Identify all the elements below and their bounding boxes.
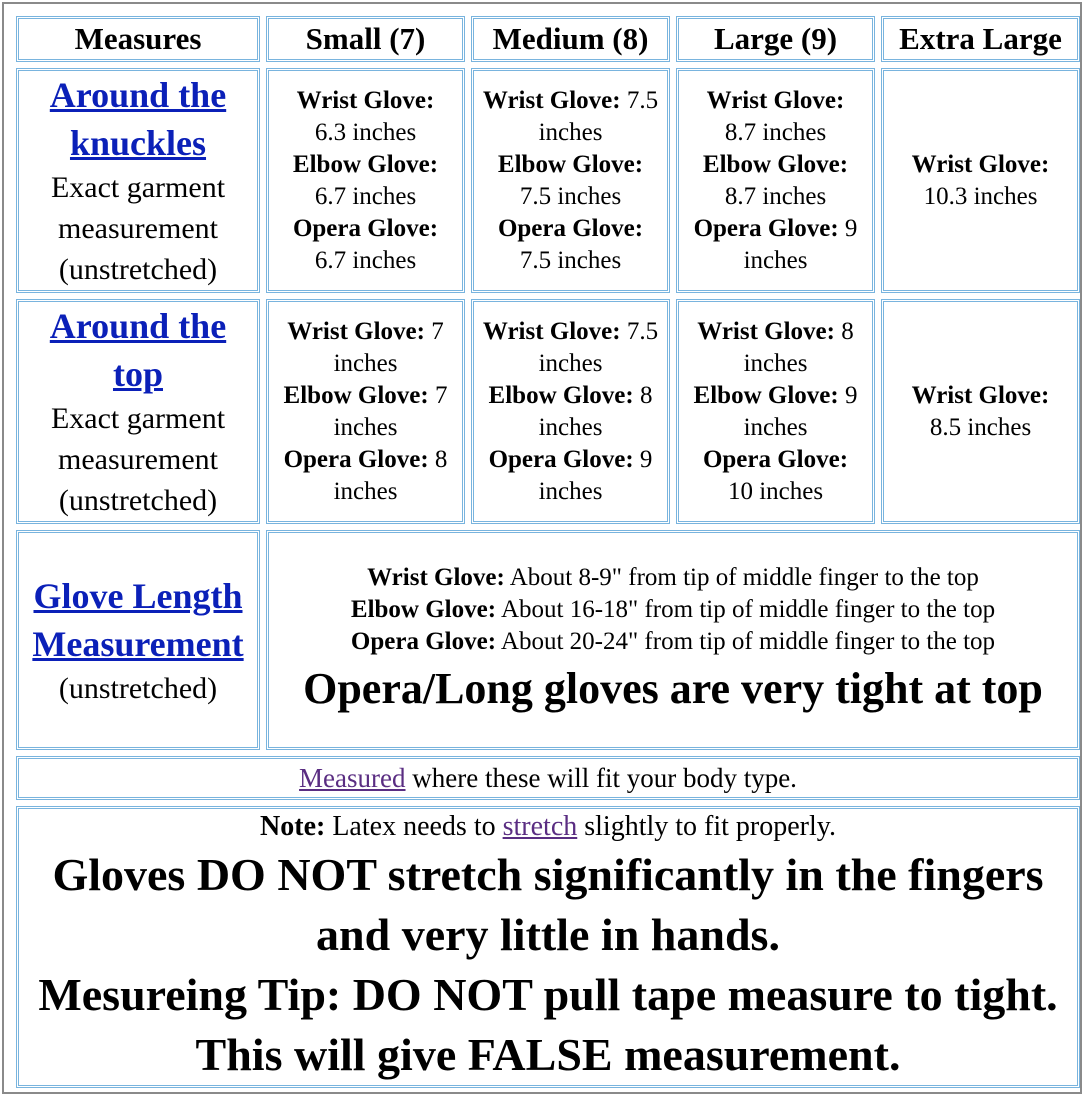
header-row (16, 16, 1080, 62)
elbow-value: 6.7 inches (314, 182, 417, 210)
wrist-unit: inches (333, 349, 398, 377)
desc-line: (unstretched) (58, 484, 218, 517)
wrist-value: 6.3 inches (314, 118, 417, 146)
wrist-value: 8 (841, 317, 854, 345)
link-line[interactable]: top (112, 354, 163, 394)
glove-size-table (10, 10, 1086, 1094)
knuckles-large-cell (676, 68, 875, 293)
measuring-tip: Mesureing Tip: DO NOT pull tape measure to tight. This will give FALSE measurement. (38, 969, 1058, 1080)
wrist-unit: inches (743, 349, 808, 377)
elbow-unit: inches (743, 413, 808, 441)
header-measures: Measures (16, 16, 260, 62)
wrist-label: Wrist Glove: (482, 86, 621, 114)
stretch-warning: Gloves DO NOT stretch significantly in the fingers and very little in hands. (52, 849, 1044, 960)
opera-tight-warning: Opera/Long gloves are very tight at top (303, 663, 1043, 713)
note-text-after: slightly to fit properly. (584, 811, 836, 842)
elbow-length-text: About 16-18" from tip of middle finger to the top (500, 595, 996, 623)
link-line[interactable]: Around the (49, 75, 227, 115)
size-chart-frame (2, 2, 1082, 1094)
measured-link[interactable]: Measured (299, 762, 406, 793)
elbow-label: Elbow Glove: (497, 150, 644, 178)
measure-description (21, 167, 255, 290)
elbow-label: Elbow Glove: (702, 150, 849, 178)
opera-length-text: About 20-24" from tip of middle finger to the top (500, 627, 996, 655)
knuckles-medium-cell (471, 68, 670, 293)
note-line (21, 809, 1075, 845)
wrist-value: 7 (431, 317, 444, 345)
opera-label: Opera Glove: (488, 445, 634, 473)
knuckles-xlarge-cell (881, 68, 1080, 293)
knuckles-small-cell (266, 68, 465, 293)
wrist-value: 10.3 inches (923, 182, 1038, 210)
wrist-unit: inches (538, 349, 603, 377)
link-line[interactable]: Glove Length (33, 575, 243, 616)
elbow-label: Elbow Glove: (488, 381, 634, 409)
top-large-cell (676, 299, 875, 524)
opera-value: 9 (639, 445, 653, 473)
opera-value: 6.7 inches (314, 246, 417, 274)
top-small-cell (266, 299, 465, 524)
elbow-label: Elbow Glove: (350, 595, 497, 623)
opera-label: Opera Glove: (497, 214, 644, 242)
link-line[interactable]: Measurement (32, 623, 244, 664)
elbow-value: 9 (844, 381, 858, 409)
elbow-label: Elbow Glove: (283, 381, 429, 409)
around-top-link[interactable] (50, 306, 226, 394)
top-medium-cell (471, 299, 670, 524)
measured-cell (16, 756, 1080, 800)
opera-value: 10 inches (727, 477, 824, 505)
opera-value: 7.5 inches (519, 246, 622, 274)
row-measured (16, 756, 1080, 800)
measure-cell-knuckles (16, 68, 260, 293)
desc-line: (unstretched) (58, 253, 218, 286)
opera-unit: inches (743, 246, 808, 274)
wrist-value: 7.5 (626, 317, 659, 345)
elbow-value: 7 (434, 381, 448, 409)
length-lines (271, 562, 1075, 658)
measure-description (21, 398, 255, 521)
top-xlarge-cell (881, 299, 1080, 524)
measure-description: (unstretched) (58, 671, 218, 705)
opera-label: Opera Glove: (292, 214, 439, 242)
wrist-value: 7.5 (626, 86, 659, 114)
elbow-value: 7.5 inches (519, 182, 622, 210)
link-line[interactable]: Around the (49, 306, 227, 346)
measured-text: where these will fit your body type. (412, 762, 797, 793)
opera-label: Opera Glove: (350, 627, 497, 655)
wrist-value: 8.7 inches (724, 118, 827, 146)
header-extra-large: Extra Large (881, 16, 1080, 62)
wrist-label: Wrist Glove: (287, 317, 425, 345)
wrist-label: Wrist Glove: (367, 563, 505, 591)
row-around-top (16, 299, 1080, 524)
glove-length-details (266, 530, 1080, 750)
wrist-label: Wrist Glove: (706, 86, 845, 114)
glove-length-link[interactable] (32, 576, 243, 664)
header-small: Small (7) (266, 16, 465, 62)
measure-cell-top (16, 299, 260, 524)
elbow-value: 8 (639, 381, 653, 409)
wrist-label: Wrist Glove: (482, 317, 621, 345)
opera-value: 8 (434, 445, 448, 473)
elbow-value: 8.7 inches (724, 182, 827, 210)
opera-label: Opera Glove: (283, 445, 429, 473)
opera-unit: inches (538, 477, 603, 505)
elbow-unit: inches (333, 413, 398, 441)
elbow-label: Elbow Glove: (292, 150, 439, 178)
note-label: Note: (260, 811, 326, 842)
around-knuckles-link[interactable] (50, 75, 226, 163)
wrist-value: 8.5 inches (929, 413, 1032, 441)
opera-label: Opera Glove: (693, 214, 839, 242)
row-note (16, 806, 1080, 1088)
wrist-unit: inches (538, 118, 603, 146)
row-around-knuckles (16, 68, 1080, 293)
header-medium: Medium (8) (471, 16, 670, 62)
link-line[interactable]: knuckles (69, 123, 207, 163)
desc-line: Exact garment (50, 171, 226, 204)
wrist-label: Wrist Glove: (911, 381, 1050, 409)
wrist-label: Wrist Glove: (697, 317, 835, 345)
desc-line: Exact garment (50, 402, 226, 435)
desc-line: measurement (58, 212, 218, 245)
opera-unit: inches (333, 477, 398, 505)
wrist-label: Wrist Glove: (296, 86, 435, 114)
note-text-before: Latex needs to (332, 811, 496, 842)
header-large: Large (9) (676, 16, 875, 62)
desc-line: measurement (58, 443, 218, 476)
measure-cell-length (16, 530, 260, 750)
opera-value: 9 (844, 214, 858, 242)
elbow-label: Elbow Glove: (693, 381, 839, 409)
elbow-unit: inches (538, 413, 603, 441)
row-glove-length (16, 530, 1080, 750)
opera-label: Opera Glove: (702, 445, 849, 473)
wrist-length-text: About 8-9" from tip of middle finger to the top (509, 563, 979, 591)
stretch-link[interactable]: stretch (502, 811, 578, 842)
wrist-label: Wrist Glove: (911, 150, 1050, 178)
note-cell (16, 806, 1080, 1088)
